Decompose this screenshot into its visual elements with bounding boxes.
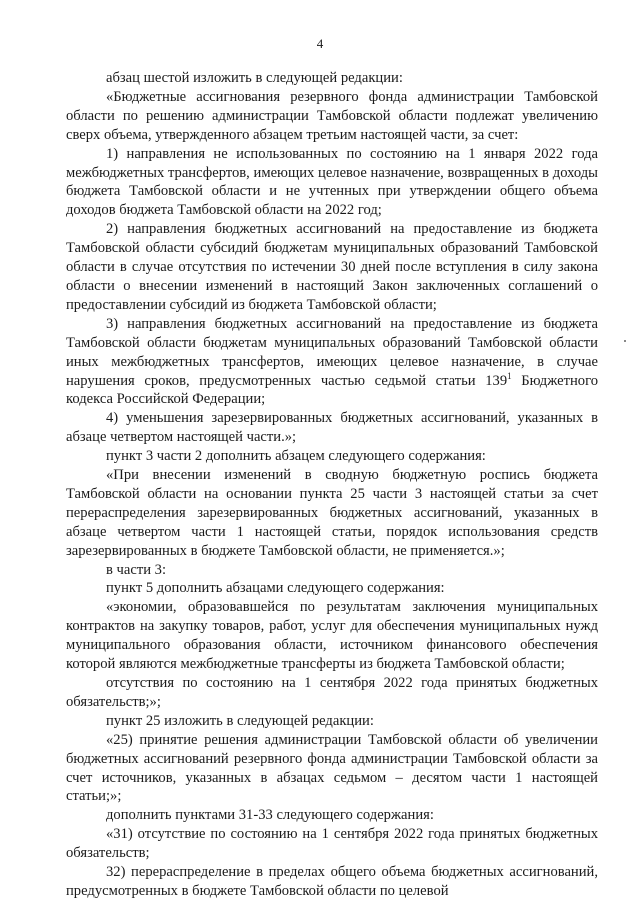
scan-speck — [624, 340, 626, 342]
paragraph: «экономии, образовавшейся по результатам заключения муниципальных контрактов на закупку товаров, работ, услуг для обеспечения муниципальных нужд муниципального образования области, источником финансового обеспечения которой являются межбюджетные трансферты из бюджета Тамбовской области; — [66, 599, 598, 673]
paragraph: пункт 25 изложить в следующей редакции: — [106, 712, 374, 729]
paragraph-text-tail: Бюджетного кодекса Российской Федерации; — [66, 372, 598, 408]
page-number: 4 — [316, 36, 324, 51]
paragraph: «При внесении изменений в сводную бюджетную роспись бюджета Тамбовской области на основании пункта 25 части 3 настоящей статьи за счет перераспределения зарезервированных бюджетных ассигнований, указанных в абзаце четвертом части 1 настоящей статьи, порядок использования средств зарезервированных в бюджете Тамбовской области, не применяется.»; — [66, 467, 598, 559]
paragraph-text: 3) направления бюджетных ассигнований на предоставление из бюджета Тамбовской области бюджетам муниципальных образований Тамбовской области иных межбюджетных трансфертов, имеющих целевое назначение, в случае нарушения сроков, предусмотренных частью седьмой статьи 139 — [66, 315, 598, 389]
paragraph: «31) отсутствие по состоянию на 1 сентября 2022 года принятых бюджетных обязательств; — [66, 826, 598, 862]
paragraph — [66, 315, 598, 410]
paragraph: в части 3: — [106, 561, 167, 578]
superscript: 1 — [507, 370, 512, 381]
paragraph: 1) направления не использованных по состоянию на 1 января 2022 года межбюджетных трансфертов, имеющих целевое назначение, возвращенных в доходы бюджета Тамбовской области и не учтенных при утверждении общего объема доходов бюджета Тамбовской области на 2022 год; — [66, 145, 598, 219]
document-body — [66, 69, 598, 901]
paragraph: 4) уменьшения зарезервированных бюджетных ассигнований, указанных в абзаце четвертом настоящей части.»; — [66, 410, 598, 446]
paragraph: абзац шестой изложить в следующей редакции: — [106, 70, 403, 86]
paragraph: «25) принятие решения администрации Тамбовской области об увеличении бюджетных ассигнований резервного фонда администрации Тамбовской области за счет источников, указанных в абзацах седьмом – десятом части 1 настоящей статьи;»; — [66, 731, 598, 805]
paragraph: дополнить пунктами 31-33 следующего содержания: — [106, 807, 434, 824]
paragraph: 2) направления бюджетных ассигнований на предоставление из бюджета Тамбовской области субсидий бюджетам муниципальных образований Тамбовской области в случае отсутствия по истечении 30 дней после вступления в силу закона области о внесении изменений в настоящий Закон заключенных соглашений о предоставлении субсидий из бюджета Тамбовской области; — [66, 221, 598, 313]
paragraph: отсутствия по состоянию на 1 сентября 2022 года принятых бюджетных обязательств;»; — [66, 675, 598, 710]
paragraph: пункт 3 части 2 дополнить абзацем следующего содержания: — [106, 448, 486, 465]
paragraph: «Бюджетные ассигнования резервного фонда администрации Тамбовской области по решению администрации Тамбовской области подлежат увеличению сверх объема, утвержденного абзацем третьим настоящей части, за счет: — [66, 88, 598, 143]
paragraph: пункт 5 дополнить абзацами следующего содержания: — [106, 580, 445, 597]
paragraph: 32) перераспределение в пределах общего объема бюджетных ассигнований, предусмотренных в бюджете Тамбовской области по целевой — [66, 864, 598, 899]
